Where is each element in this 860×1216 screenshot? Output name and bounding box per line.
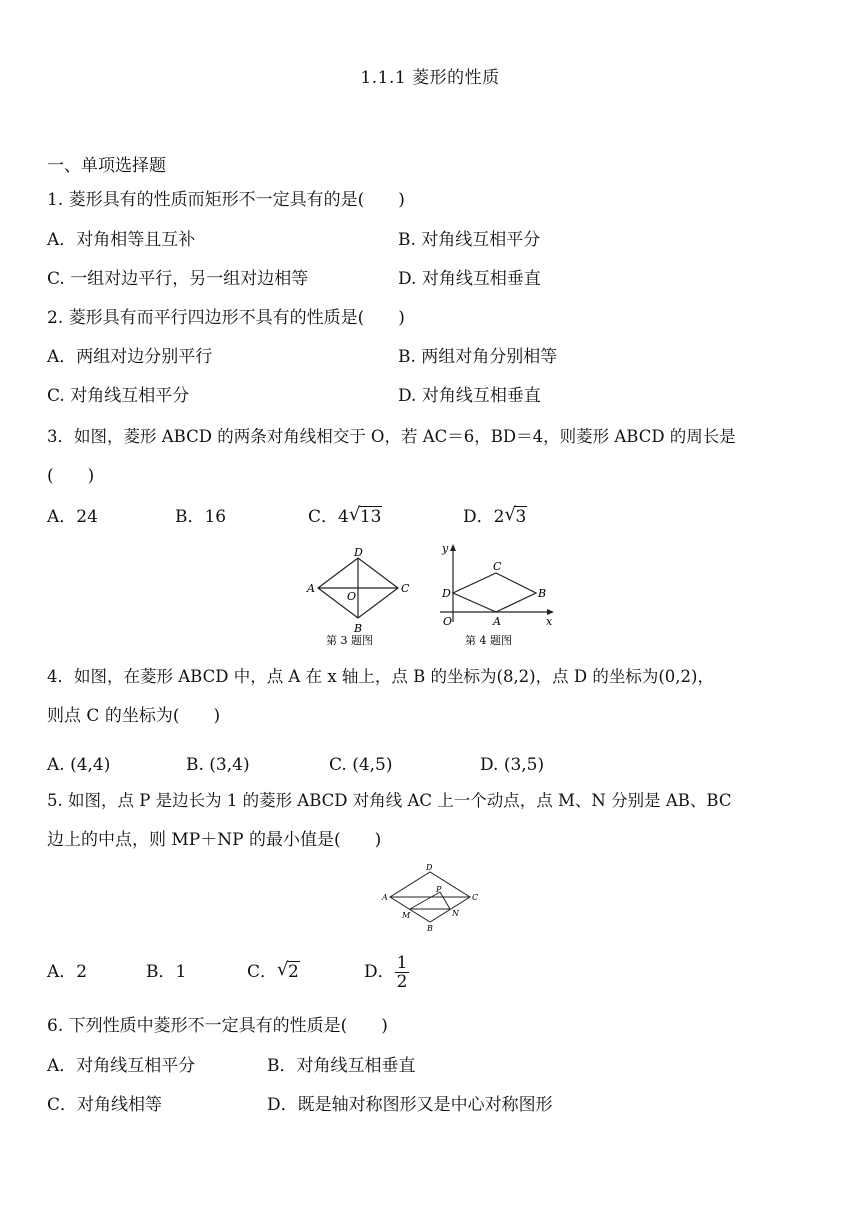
q1-stem: 1. 菱形具有的性质而矩形不一定具有的是( ) [47, 190, 405, 210]
q2-option-b: B. 两组对角分别相等 [398, 347, 558, 367]
q4-option-c: C. (4,5) [329, 755, 393, 775]
q4-option-a: A. (4,4) [47, 755, 111, 775]
q3-option-a: A．24 [47, 507, 98, 527]
q5-option-d-denominator: 2 [396, 972, 408, 992]
q2-option-d: D. 对角线互相垂直 [398, 386, 541, 406]
q4-option-d: D. (3,5) [480, 755, 545, 775]
fig4-caption: 第 4 题图 [465, 634, 512, 647]
fig3-caption: 第 3 题图 [326, 634, 373, 647]
rhombus-abcd-coord [453, 573, 536, 612]
q1-option-c: C. 一组对边平行，另一组对边相等 [47, 269, 309, 289]
q5-option-d-fraction [395, 954, 410, 991]
q5-option-d-prefix: D． [364, 962, 395, 982]
fig3-label-b: B [354, 622, 363, 635]
fig5-label-a: A [382, 893, 388, 902]
fig5-label-d: D [426, 863, 433, 872]
q3-option-c-radicand: 13 [359, 507, 382, 527]
figure-q5 [378, 862, 488, 936]
q3-option-d-prefix: D．2 [463, 507, 505, 527]
fig4-label-d: D [442, 587, 451, 600]
figure-q3 [306, 546, 410, 647]
q3-option-d-radicand: 3 [515, 507, 527, 527]
fig4-label-o: O [443, 615, 453, 628]
fig3-label-a: A [307, 582, 315, 595]
fig5-label-p: P [436, 885, 442, 894]
q4-stem-line1: 4．如图，在菱形 ABCD 中，点 A 在 x 轴上，点 B 的坐标为(8,2)，点 D 的坐标为(0,2)， [47, 667, 714, 686]
q3-option-c-sqrt: √ 13 [348, 504, 382, 527]
q5-option-a: A．2 [47, 962, 88, 982]
q1-option-d: D. 对角线互相垂直 [398, 269, 541, 289]
q6-option-c: C．对角线相等 [47, 1095, 163, 1115]
fig5-label-b: B [427, 924, 433, 933]
q2-option-a: A．两组对边分别平行 [47, 347, 213, 367]
q3-option-d [463, 505, 527, 529]
q4-stem-line2: 则点 C 的坐标为( ) [47, 706, 221, 726]
q1-option-a: A．对角相等且互补 [47, 230, 196, 250]
q6-option-a: A．对角线互相平分 [47, 1056, 196, 1076]
q3-stem-line2: ( ) [47, 466, 95, 486]
figure-q3-q4 [300, 540, 570, 652]
section-heading: 一、单项选择题 [47, 156, 166, 176]
y-axis-arrow [450, 544, 456, 551]
q5-stem-line2: 边上的中点，则 MP＋NP 的最小值是( ) [47, 830, 382, 850]
q5-option-b: B．1 [146, 962, 187, 982]
figure-q4 [440, 542, 554, 647]
page-title: 1.1.1 菱形的性质 [360, 68, 500, 88]
q2-stem: 2. 菱形具有而平行四边形不具有的性质是( ) [47, 308, 405, 328]
q5-option-d-numerator: 1 [396, 953, 408, 973]
q6-stem: 6. 下列性质中菱形不一定具有的性质是( ) [47, 1016, 388, 1036]
fig4-label-c: C [493, 560, 502, 573]
q4-option-b: B. (3,4) [186, 755, 250, 775]
segment-pn [440, 892, 450, 909]
q5-stem-line1: 5. 如图，点 P 是边长为 1 的菱形 ABCD 对角线 AC 上一个动点，点 M、N 分别是 AB、BC [47, 791, 732, 810]
fig5-label-n: N [452, 909, 459, 918]
q2-option-c: C. 对角线互相平分 [47, 386, 190, 406]
q5-option-c-prefix: C． [247, 962, 278, 982]
q1-option-b: B. 对角线互相平分 [398, 230, 541, 250]
q3-option-d-sqrt: √ 3 [504, 504, 527, 527]
fig5-label-c: C [472, 893, 479, 902]
q6-option-d: D．既是轴对称图形又是中心对称图形 [267, 1095, 553, 1115]
fig4-label-a: A [493, 615, 501, 628]
q5-option-c-sqrt: √ 2 [277, 959, 299, 982]
q3-option-c-prefix: C．4 [308, 507, 349, 527]
q3-option-c [308, 505, 382, 529]
q5-option-c-radicand: 2 [288, 962, 299, 982]
fig3-label-o: O [347, 590, 357, 603]
q5-option-c [247, 960, 300, 984]
fig5-label-m: M [402, 911, 411, 920]
fig4-label-x: x [546, 615, 553, 628]
fig3-label-d: D [354, 546, 363, 559]
segment-mp [410, 892, 440, 909]
q3-stem-line1: 3．如图，菱形 ABCD 的两条对角线相交于 O，若 AC＝6，BD＝4，则菱形 ABCD 的周长是 [47, 427, 736, 446]
fig4-label-b: B [538, 587, 547, 600]
q3-option-b: B．16 [175, 507, 227, 527]
q5-option-d [364, 948, 409, 996]
fig4-label-y: y [442, 542, 449, 555]
q6-option-b: B．对角线互相垂直 [267, 1056, 416, 1076]
fig3-label-c: C [401, 582, 410, 595]
